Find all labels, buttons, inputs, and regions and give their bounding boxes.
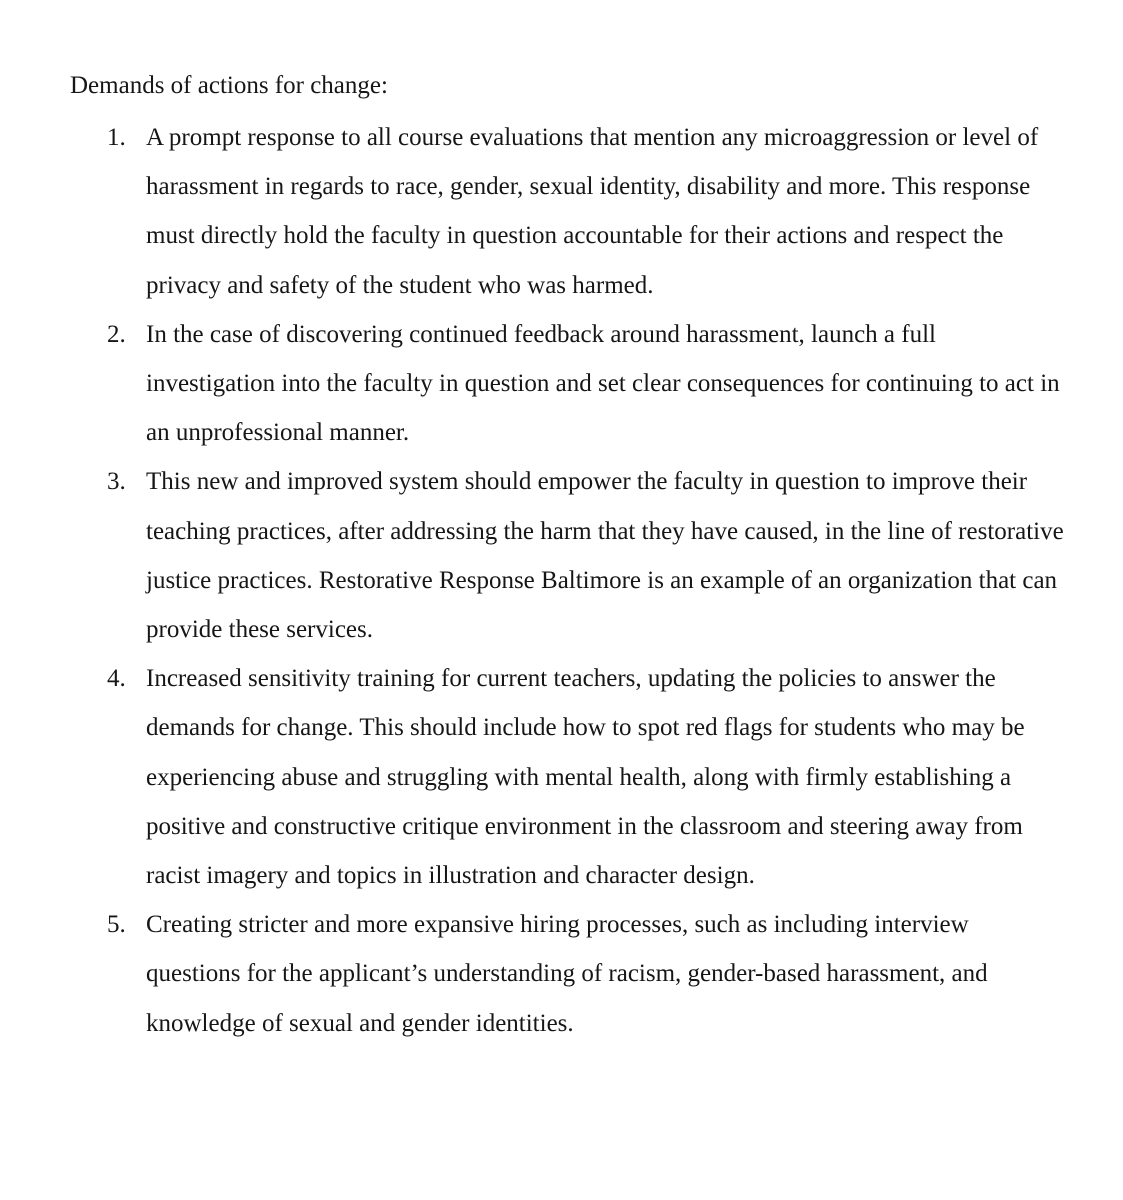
demand-item-1 [0, 113, 1123, 310]
demand-number: 2. [107, 320, 126, 348]
demand-text: A prompt response to all course evaluations that mention any microaggression or level of harassment in regards to race, gender, sexual identity, disability and more. This response must directly hold the faculty in question accountable for their actions and respect the privacy and safety of the student who was harmed. [146, 124, 1039, 299]
demand-text: This new and improved system should empower the faculty in question to improve their teaching practices, after addressing the harm that they have caused, in the line of restorative justice practices. Restorative Response Baltimore is an example of an organization that can provide these services. [146, 468, 1064, 644]
demand-item-2 [0, 310, 1123, 458]
demand-item-3 [0, 457, 1123, 654]
demand-number: 4. [107, 665, 126, 693]
demand-text: Increased sensitivity training for current teachers, updating the policies to answer the demands for change. This should include how to spot red flags for students who may be experiencing abuse and struggling with mental health, along with firmly establishing a positive and constructive critique environment in the classroom and steering away from racist imagery and topics in illustration and character design. [146, 665, 1025, 890]
demand-number: 3. [107, 468, 126, 496]
demand-text: In the case of discovering continued feedback around harassment, launch a full investigation into the faculty in question and set clear consequences for continuing to act in an unprofessional manner. [146, 320, 1060, 447]
demand-item-4 [0, 654, 1123, 900]
demand-number: 5. [107, 911, 126, 939]
demands-list [0, 113, 1123, 1048]
document-heading: Demands of actions for change: [70, 72, 388, 99]
demand-item-5 [0, 900, 1123, 1048]
demand-text: Creating stricter and more expansive hiring processes, such as including interview questions for the applicant’s understanding of racism, gender-based harassment, and knowledge of sexual and gender identities. [146, 911, 988, 1037]
demand-number: 1. [107, 124, 126, 151]
